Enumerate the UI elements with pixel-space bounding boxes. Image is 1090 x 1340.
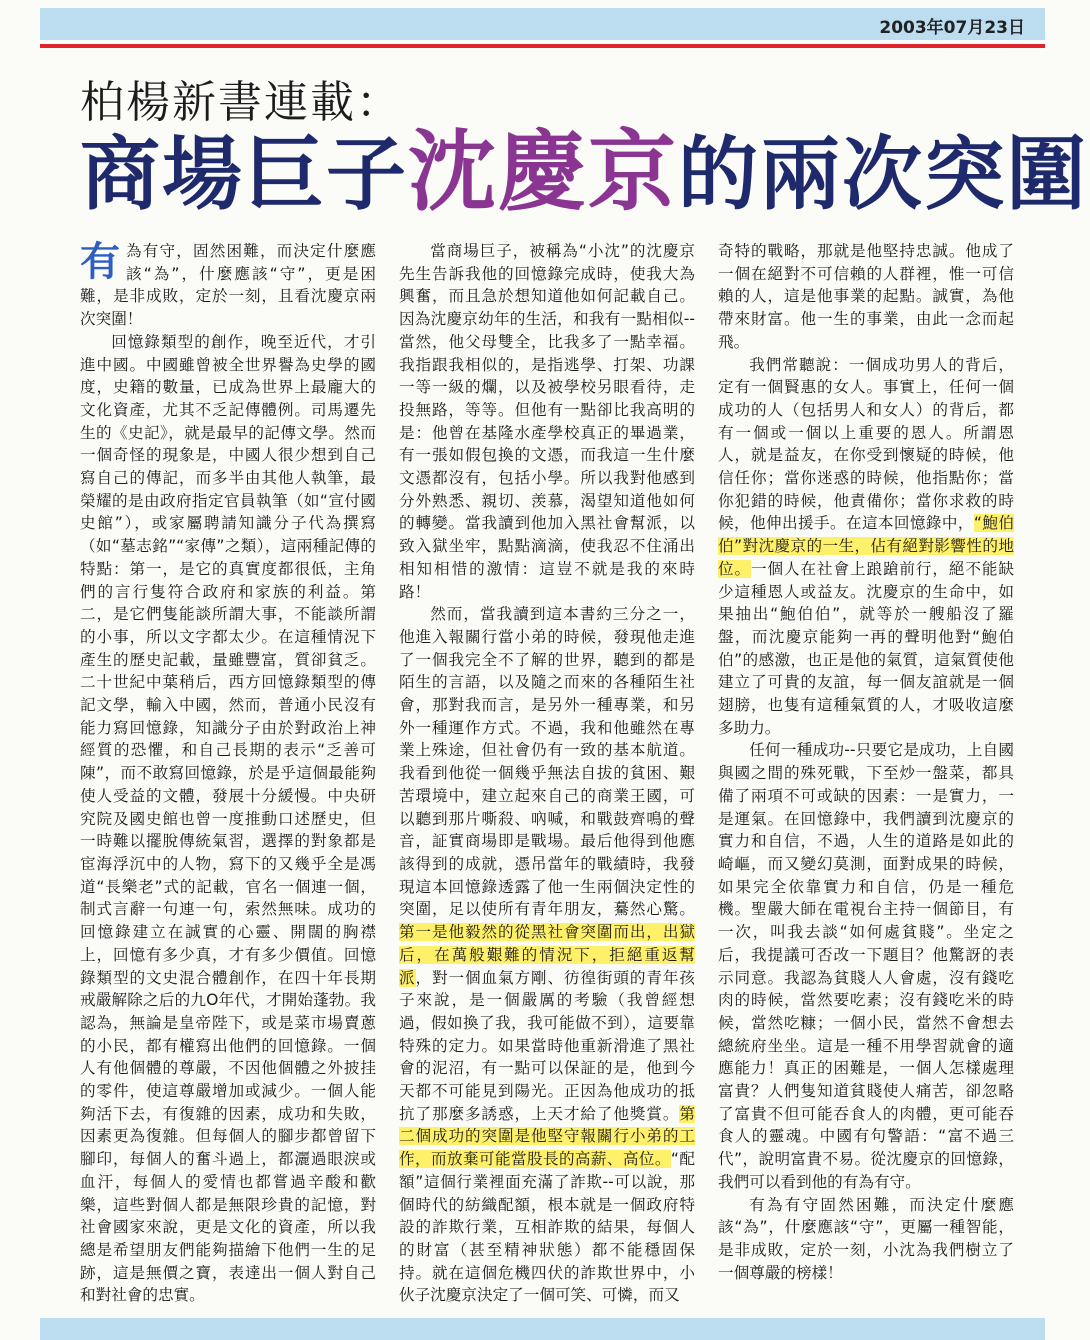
highlighted-text: 第二個成功的突圍是他堅守報關行小弟的工作，而放棄可能當股長的高薪、高位。 [399,1104,695,1169]
article-column-2 [399,240,695,1307]
paragraph: 任何一種成功--只要它是成功，上自國與國之間的殊死戰，下至炒一盤菜，都具備了兩項不可或缺的因素：一是實力，一是運氣。在回憶錄中，我們讀到沈慶京的實力和自信，不過，人生的道路是如此的崎嶇，而又變幻莫測，面對成果的時候，如果完全依靠實力和自信，仍是一種危機。聖嚴大師在電視台主持一個節目，有一次，叫我去談“如何處貧賤”。坐定之后，我提議可否改一下題目？他驚訝的表示同意。我認為貧賤人人會處，沒有錢吃肉的時候，當然要吃素；沒有錢吃米的時候，當然吃糠；一個小民，當然不會想去總統府坐坐。這是一種不用學習就會的適應能力！真正的困難是，一個人怎樣處理富貴？人們隻知道貧賤使人痛苦，卻忽略了富貴不但可能吞食人的肉體，更可能吞食人的靈魂。中國有句警語：“富不過三代”，說明富貴不易。從沈慶京的回憶錄，我們可以看到他的有為有守。 [718,741,1014,1191]
headline-highlight: 沈慶京 [408,120,679,223]
headline-part1: 商場巨子 [80,128,408,221]
intro-paragraph: 有為有守，固然困難，而決定什麼應該“為”，什麼應該“守”，更是困難，是非成敗，定於一刻，且看沈慶京兩次突圍！ [80,239,376,329]
paragraph: 奇特的戰略，那就是他堅持忠誠。他成了一個在絕對不可信賴的人群裡，惟一可信賴的人，這是他事業的起點。誠實，為他帶來財富。他一生的事業，由此一念而起飛。 [718,242,1014,351]
headline-part2: 的兩次突圍 [678,128,1089,221]
footer-band [40,1318,1045,1340]
paragraph: 有為有守固然困難，而決定什麼應該“為”，什麼應該“守”，更屬一種智能，是非成敗，定於一刻，小沈為我們樹立了一個尊嚴的榜樣！ [718,1195,1014,1282]
article-column-3 [718,240,1014,1284]
headline [80,120,1089,223]
paragraph: 回憶錄類型的創作，晚至近代，才引進中國。中國雖曾被全世界譽為史學的國度，史籍的數量，已成為世界上最龐大的文化資產，尤其不乏記傳體例。司馬遷先生的《史記》，就是最早的記傳文學。然而一個奇怪的現象是，中國人很少想到自己寫自己的傳記，而多半由其他人執筆，最榮耀的是由政府指定官員執筆（如“宣付國史館”），或家屬聘請知識分子代為撰寫（如“墓志銘”“家傳”之類），這兩種記傳的特點：第一，是它的真實度都很低，主角們的言行隻符合政府和家族的利益。第二，是它們隻能談所謂大事，不能談所謂的小事，所以文字都太少。在這種情況下產生的歷史記載，量雖豐富，質卻貧乏。二十世紀中葉稍后，西方回憶錄類型的傳記文學，輸入中國，然而，普通小民沒有能力寫回憶錄，知識分子由於對政治上神經質的恐懼，和自己長期的表示“乏善可陳”，而不敢寫回憶錄，於是乎這個最能夠使人受益的文體，發展十分緩慢。中央研究院及國史館也曾一度推動口述歷史，但一時難以擺脫傳統氣習，選擇的對象都是宦海浮沉中的人物，寫下的又幾乎全是馮道“長樂老”式的記載，官名一個連一個，制式言辭一句連一句，索然無味。成功的回憶錄建立在誠實的心靈、開闊的胸襟上，回憶有多少真，才有多少價值。回憶錄類型的文史混合體創作，在四十年長期戒嚴解除之后的九O年代，才開始蓬勃。我認為，無論是皇帝陛下，或是菜市場賣蔥的小民，都有權寫出他們的回憶錄。一個人有他個體的尊嚴，不因他個體之外披挂的零件，使這尊嚴增加或減少。一個人能夠活下去，有復雜的因素，成功和失敗，因素更為復雜。但每個人的腳步都曾留下腳印，每個人的奮斗過上，都灑過眼淚或血汗，每個人的愛情也都嘗過辛酸和歡樂，這些對個人都是無限珍貴的記憶，對社會國家來說，更是文化的資產，所以我總是希望朋友們能夠描繪下他們一生的足跡，這是無價之寶，表達出一個人對自己和對社會的忠實。 [80,332,376,1305]
highlighted-text: 第一是他毅然的從黑社會突圍而出，出獄后，在萬般艱難的情況下，拒絕重返幫派 [399,923,695,987]
paragraph: 然而，當我讀到這本書約三分之一，他進入報關行當小弟的時候，發現他走進了一個我完全不了解的世界，聽到的都是陌生的言語，以及隨之而來的各種陌生社會，那對我而言，是另外一種專業，和另外一種運作方式。不過，我和他雖然在專業上殊途，但社會仍有一致的基本航道。我看到他從一個幾乎無法自拔的貧困、艱苦環境中，建立起來自己的商業王國，可以聽到那片嘶殺、吶喊，和戰鼓齊鳴的聲音，証實商場即是戰場。最后他得到他應該得到的成就，憑吊當年的戰績時，我發現這本回憶錄透露了他一生兩個決定性的突圍，足以使所有青年朋友，驀然心驚。第一是他毅然的從黑社會突圍而出，出獄后，在萬般艱難的情況下，拒絕重返幫派，對一個血氣方剛、彷徨街頭的青年孩子來說，是一個嚴厲的考驗（我曾經想過，假如換了我，我可能做不到），這要靠特殊的定力。如果當時他重新滑進了黑社會的泥沼，有一點可以保証的是，他到今天都不可能見到陽光。正因為他成功的抵抗了那麼多誘惑，上天才給了他獎賞。第二個成功的突圍是他堅守報關行小弟的工作，而放棄可能當股長的高薪、高位。“配額”這個行業裡面充滿了詐欺--可以說，那個時代的紡織配額，根本就是一個政府特設的詐欺行業，互相詐欺的結果，每個人的財富（甚至精神狀態）都不能穩固保持。就在這個危機四伏的詐欺世界中，小伙子沈慶京決定了一個可笑、可憐，而又 [399,605,695,1305]
paragraph: 我們常聽說：一個成功男人的背后，定有一個賢惠的女人。事實上，任何一個成功的人（包括男人和女人）的背后，都有一個或一個以上重要的恩人。所謂恩人，就是益友，在你受到懷疑的時候，他信任你；當你迷惑的時候，他指點你；當你犯錯的時候，他責備你；當你求救的時候，他伸出援手。在這本回憶錄中，“鮑伯伯”對沈慶京的一生，佔有絕對影響性的地位。一個人在社會上踉蹌前行，絕不能缺少這種恩人或益友。沈慶京的生命中，如果抽出“鮑伯伯”，就等於一艘船沒了羅盤，而沈慶京能夠一再的聲明他對“鮑伯伯”的感激，也正是他的氣質，這氣質使他建立了可貴的友誼，每一個友誼就是一個翅膀，也隻有這種氣質的人，才吸收這麼多助力。 [718,355,1014,737]
paragraph: 當商場巨子，被稱為“小沈”的沈慶京先生告訴我他的回憶錄完成時，使我大為興奮，而且急於想知道他如何記載自己。因為沈慶京幼年的生活，和我有一點相似--當然，他父母雙全，比我多了一點幸福。我指跟我相似的，是指逃學、打架、功課一等一級的爛，以及被學校另眼看待，走投無路，等等。但他有一點卻比我高明的是：他曾在基隆水產學校真正的畢過業，有一張如假包換的文憑，而我這一生什麼文憑都沒有，包括小學。所以我對他感到分外熟悉、親切、羡慕，渴望知道他如何的轉變。當我讀到他加入黑社會幫派，以致入獄坐牢，點點滴滴，使我忍不住涌出相知相惜的激情：這豈不就是我的來時路！ [399,242,695,601]
publication-date: 2003年07月23日 [879,18,1025,38]
article-column-1 [80,240,376,1307]
kicker-title: 柏楊新書連載： [80,77,402,128]
header-band [40,8,1045,40]
highlighted-text: “鮑伯伯”對沈慶京的一生，佔有絕對影響性的地位。 [718,514,1014,578]
drop-cap: 有 [80,239,120,285]
header-divider [40,44,1045,48]
